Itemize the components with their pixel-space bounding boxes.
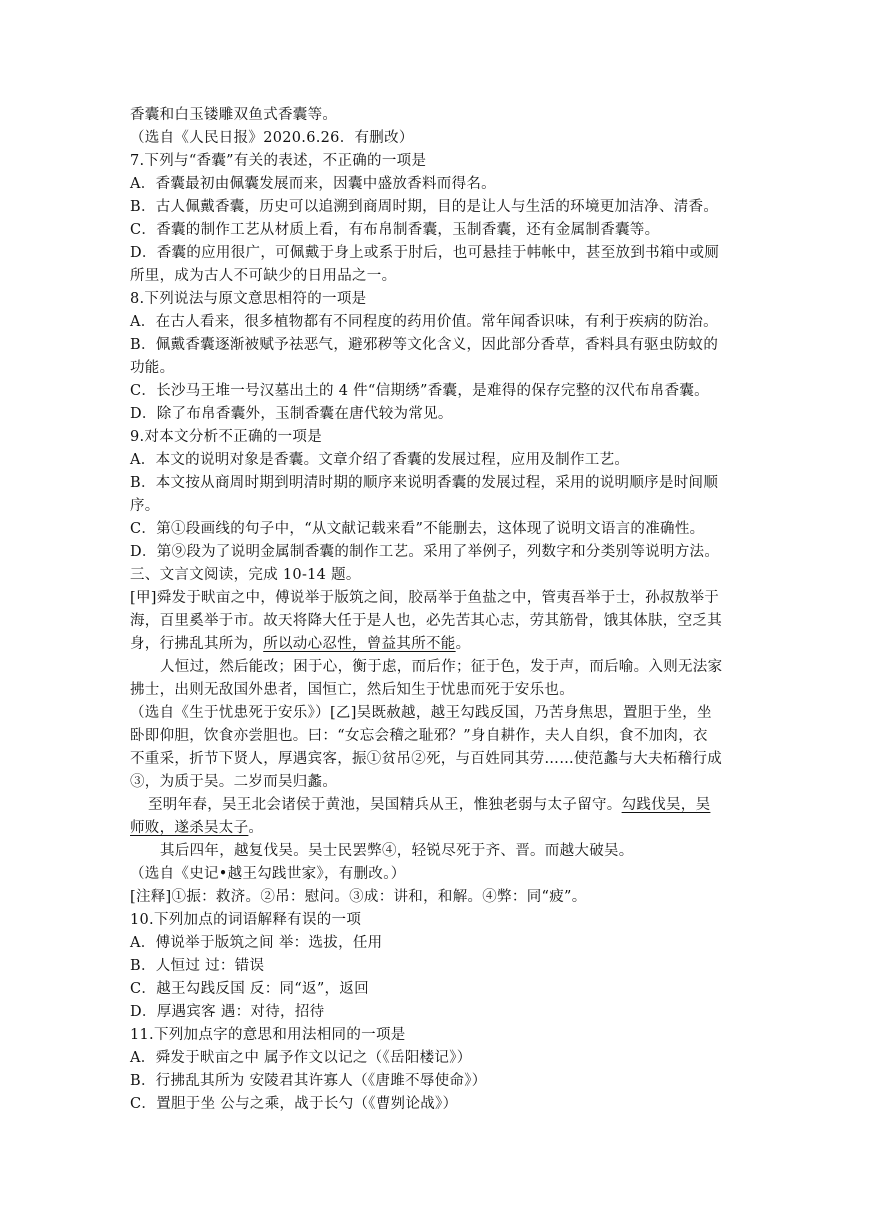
question-11-option-a: A．舜发于畎亩之中 属予作文以记之（《岳阳楼记》） [130, 1050, 472, 1066]
question-9-stem: 9.对本文分析不正确的一项是 [130, 429, 323, 445]
text-yi-line [148, 794, 758, 816]
question-9-option-b: B．本文按从商周时期到明清时期的顺序来说明香囊的发展过程，采用的说明顺序是时间顺 [130, 475, 719, 491]
question-7-stem: 7.下列与“香囊”有关的表述，不正确的一项是 [130, 153, 427, 169]
question-8-option-d: D．除了布帛香囊外，玉制香囊在唐代较为常见。 [130, 406, 453, 422]
annotation-notes: [注释]①振：救济。②吊：慰问。③成：讲和，和解。④弊：同“疲”。 [130, 889, 587, 905]
question-9-option-b-cont: 序。 [130, 498, 160, 514]
question-10-stem: 10.下列加点的词语解释有误的一项 [130, 912, 362, 928]
text-jia-line: 拂士，出则无敌国外患者，国恒亡，然后知生于忧患而死于安乐也。 [130, 682, 574, 698]
question-10-option-b: B．人恒过 过：错误 [130, 958, 265, 974]
passage-line: 香囊和白玉镂雕双鱼式香囊等。 [130, 107, 338, 123]
question-9-option-d: D．第⑨段为了说明金属制香囊的制作工艺。采用了举例子，列数字和分类别等说明方法。 [130, 544, 720, 560]
question-8-option-b-cont: 功能。 [130, 360, 175, 376]
question-11-option-b: B．行拂乱其所为 安陵君其许寡人（《唐雎不辱使命》） [130, 1073, 487, 1089]
question-7-option-d: D．香囊的应用很广，可佩戴于身上或系于肘后，也可悬挂于帏帐中，甚至放到书箱中或厕 [130, 245, 720, 261]
section-3-heading: 三、文言文阅读，完成 10-14 题。 [130, 567, 361, 583]
question-11-option-c: C．置胆于坐 公与之乘，战于长勺（《曹刿论战》） [130, 1096, 458, 1112]
underlined-sentence: 师败，遂杀吴太子 [130, 820, 249, 836]
text-yi-line: 其后四年，越复伐吴。吴士民罢弊④，轻锐尽死于齐、晋。而越大破吴。 [160, 843, 634, 859]
question-10-option-d: D．厚遇宾客 遇：对待，招待 [130, 1004, 325, 1020]
question-7-option-b: B．古人佩戴香囊，历史可以追溯到商周时期，目的是让人与生活的环境更加洁净、清香。 [130, 199, 719, 215]
question-7-option-d-cont: 所里，成为古人不可缺少的日用品之一。 [130, 268, 397, 284]
text-segment: 身，行拂乱其所为， [130, 636, 264, 652]
question-7-option-c: C．香囊的制作工艺从材质上看，有布帛制香囊，玉制香囊，还有金属制香囊等。 [130, 222, 660, 238]
underlined-sentence: 勾践伐吴，吴 [621, 797, 711, 813]
text-jia-line: [甲]舜发于畎亩之中，傅说举于版筑之间，胶鬲举于鱼盐之中，管夷吾举于士，孙叔敖举于 [130, 590, 720, 606]
question-8-option-b: B．佩戴香囊逐渐被赋予祛恶气，避邪秽等文化含义，因此部分香草，香料具有驱虫防蚊的 [130, 337, 719, 353]
underlined-sentence: 所以动心忍性，曾益其所不能 [263, 636, 456, 652]
text-yi-line: 卧即仰胆，饮食亦尝胆也。曰：“女忘会稽之耻邪？”身自耕作，夫人自织，食不加肉，衣 [130, 728, 708, 744]
question-9-option-c: C．第①段画线的句子中，“从文献记载来看”不能删去，这体现了说明文语言的准确性。 [130, 521, 705, 537]
text-yi-line: （选自《生于忧患死于安乐》）[乙]吴既赦越，越王勾践反国，乃苦身焦思，置胆于坐，坐 [130, 705, 712, 721]
text-segment: 至明年春，吴王北会诸侯于黄池，吴国精兵从王，惟独老弱与太子留守。 [148, 797, 622, 813]
text-segment: 。 [248, 820, 264, 836]
text-segment: 。 [455, 636, 471, 652]
text-yi-source: （选自《史记•越王勾践世家》，有删改。） [130, 866, 406, 882]
question-10-option-a: A．傅说举于版筑之间 举：选拔，任用 [130, 935, 383, 951]
text-yi-line [130, 817, 740, 839]
question-8-stem: 8.下列说法与原文意思相符的一项是 [130, 291, 367, 307]
passage-source: （选自《人民日报》2020.6.26．有删改） [130, 130, 414, 146]
question-11-stem: 11.下列加点字的意思和用法相同的一项是 [130, 1027, 406, 1043]
question-8-option-a: A．在古人看来，很多植物都有不同程度的药用价值。常年闻香识味，有利于疾病的防治。 [130, 314, 718, 330]
text-jia-line: 人恒过，然后能改；困于心，衡于虑，而后作；征于色，发于声，而后喻。入则无法家 [160, 659, 723, 675]
text-yi-line: 不重采，折节下贤人，厚遇宾客，振①贫吊②死，与百姓同其劳……使范蠡与大夫柘稽行成 [130, 751, 722, 767]
question-10-option-c: C．越王勾践反国 反：同“返”，返回 [130, 981, 369, 997]
question-9-option-a: A．本文的说明对象是香囊。文章介绍了香囊的发展过程，应用及制作工艺。 [130, 452, 630, 468]
text-jia-line [130, 633, 740, 655]
text-yi-line: ③，为质于吴。二岁而吴归蠡。 [130, 774, 338, 790]
question-8-option-c: C．长沙马王堆一号汉墓出土的 4 件“信期绣”香囊，是难得的保存完整的汉代布帛香囊。 [130, 383, 709, 399]
question-7-option-a: A．香囊最初由佩囊发展而来，因囊中盛放香料而得名。 [130, 176, 496, 192]
text-jia-line: 海，百里奚举于市。故天将降大任于是人也，必先苦其心志，劳其筋骨，饿其体肤，空乏其 [130, 613, 722, 629]
